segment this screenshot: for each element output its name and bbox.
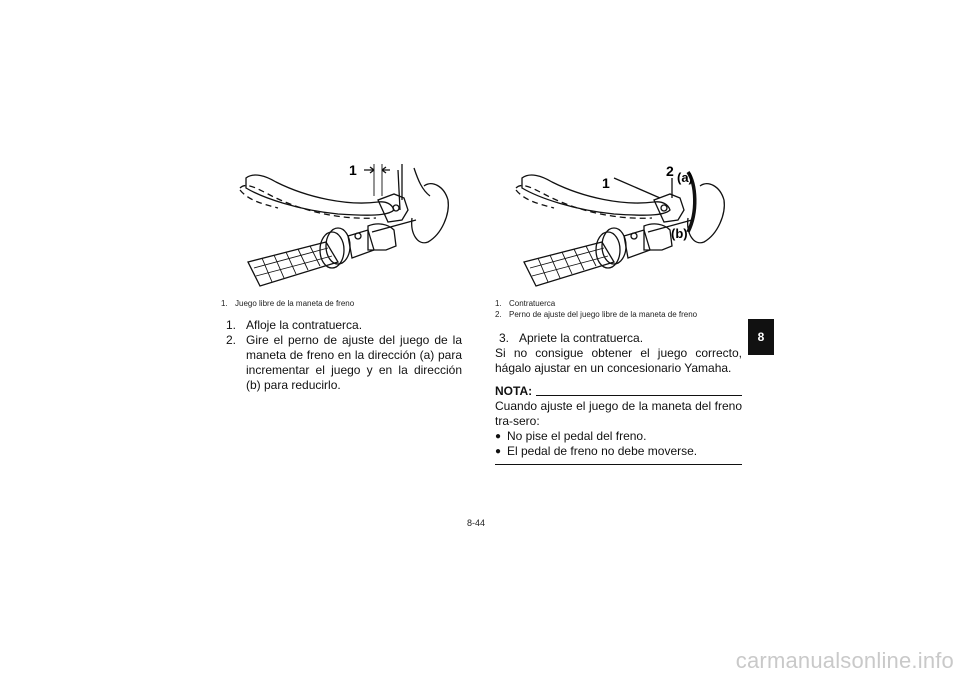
callout-2: 2	[666, 163, 674, 179]
step-3: 3. Apriete la contratuerca.	[499, 331, 644, 345]
callout-b: (b)	[671, 226, 688, 241]
chapter-tab: 8	[748, 319, 774, 355]
bullet-icon: ●	[495, 446, 502, 457]
watermark: carmanualsonline.info	[735, 648, 954, 673]
left-figure-caption	[221, 298, 461, 309]
right-content	[495, 331, 742, 465]
callout-1: 1	[349, 162, 357, 178]
contact-dealer-paragraph: Si no consigue obtener el juego correcto, hágalo ajustar en un concesionario Yamaha.	[495, 346, 742, 375]
step-2: 2. Gire el perno de ajuste del juego de la maneta de freno en la dirección (a) para incrementar el juego y en la dirección (b) para reducirlo.	[226, 333, 462, 392]
note-box	[495, 384, 742, 465]
caption-row: 1. Juego libre de la maneta de freno	[221, 299, 355, 308]
note-bullet: ● No pise el pedal del freno.	[495, 429, 647, 443]
note-text: Cuando ajuste el juego de la maneta del freno tra-sero:	[495, 399, 742, 428]
page-number: 8-44	[467, 518, 486, 528]
lock-nut-adjusting-bolt-illustration	[494, 150, 734, 295]
brake-lever-freeplay-illustration	[218, 150, 458, 295]
note-bottom-rule	[495, 464, 742, 465]
step-1: 1. Afloje la contratuerca.	[226, 318, 363, 332]
right-figure-caption	[495, 298, 745, 320]
caption-row: 2. Perno de ajuste del juego libre de la maneta de freno	[495, 310, 698, 319]
left-steps	[222, 318, 462, 393]
note-heading: NOTA:	[495, 384, 742, 399]
caption-row: 1. Contratuerca	[495, 299, 556, 308]
callout-a: (a)	[677, 170, 693, 185]
note-heading-rule	[536, 395, 742, 396]
bullet-icon: ●	[495, 431, 502, 442]
note-bullet: ● El pedal de freno no debe moverse.	[495, 444, 698, 458]
callout-1: 1	[602, 175, 610, 191]
